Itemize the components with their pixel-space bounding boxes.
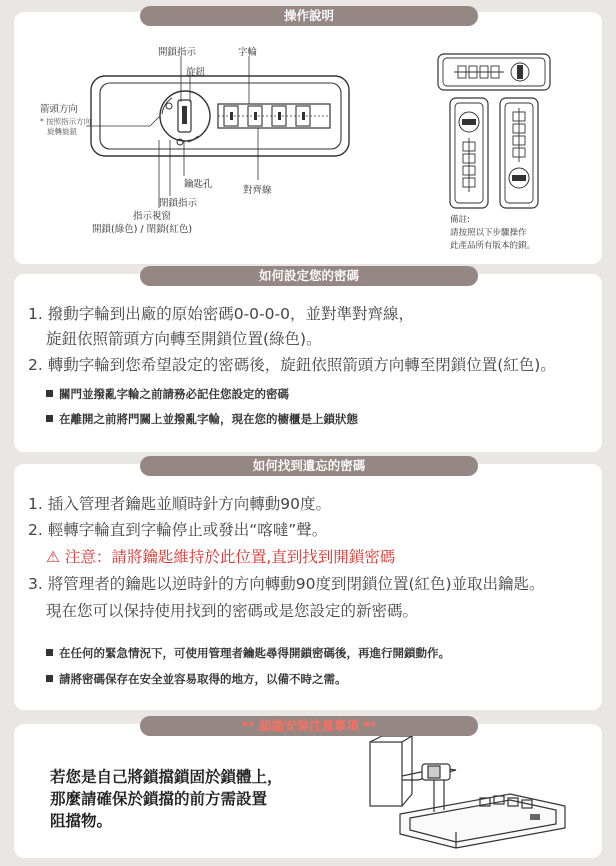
set-step-1-line-1: 1. 撥動字輪到出廠的原始密碼0-0-0-0，並對準對齊線， [28, 305, 414, 323]
label-arrow-direction: 箭頭方向 [40, 104, 79, 115]
remark-title: 備註: [450, 215, 470, 225]
instructions-title: 操作說明 [140, 6, 478, 26]
forgot-note-1 [46, 645, 450, 661]
forgot-password-title: 如何找到遺忘的密碼 [140, 456, 478, 476]
label-key-hole: 鑰匙孔 [184, 179, 213, 190]
label-knob: 旋鈕 [186, 67, 206, 78]
strike-install-title: ** 鎖擋安裝注意事項 ** [140, 716, 478, 736]
bullet-square [46, 649, 53, 656]
bullet-square [46, 390, 53, 397]
set-note-1 [46, 386, 289, 402]
label-dial: 字輪 [238, 47, 258, 58]
set-note-2 [46, 411, 358, 427]
label-arrow-note-1: * 按照指示方向 [40, 117, 92, 126]
forgot-step-3-line-1: 3. 將管理者的鑰匙以逆時針的方向轉動90度到閉鎖位置(紅色)並取出鑰匙。 [28, 575, 545, 593]
forgot-note-2-text: 請將密碼保存在安全並容易取得的地方，以備不時之需。 [59, 672, 347, 686]
forgot-note-2 [46, 671, 347, 687]
bullet-square [46, 675, 53, 682]
strike-text-line-1: 若您是自己將鎖擋鎖固於鎖體上， [50, 768, 283, 786]
label-unlock-indicator: 開鎖指示 [158, 47, 197, 58]
remark-line-2: 此產品所有版本的鎖。 [450, 241, 536, 251]
forgot-warning-text: 注意：請將鑰匙維持於此位置,直到找到開鎖密碼 [64, 548, 396, 566]
label-indicator-window: 指示視窗 [133, 211, 172, 222]
label-arrow-note-2: 旋轉旋鈕 [47, 127, 77, 136]
forgot-step-2: 2. 輕轉字輪直到字輪停止或發出“喀噠”聲。 [28, 521, 328, 539]
set-password-title: 如何設定您的密碼 [140, 266, 478, 286]
label-align-line: 對齊線 [243, 185, 272, 196]
set-note-2-text: 在離開之前將門關上並撥亂字輪，現在您的櫥櫃是上鎖狀態 [59, 412, 358, 426]
warning-icon: ⚠ [46, 548, 60, 566]
forgot-note-1-text: 在任何的緊急情況下，可使用管理者鑰匙尋得開鎖密碼後，再進行開鎖動作。 [59, 646, 450, 660]
forgot-step-1: 1. 插入管理者鑰匙並順時針方向轉動90度。 [28, 495, 331, 513]
label-lock-indicator: 閉鎖指示 [159, 198, 198, 209]
set-note-1-text: 關門並撥亂字輪之前請務必記住您設定的密碼 [59, 387, 289, 401]
set-step-1-line-2: 旋鈕依照箭頭方向轉至開鎖位置(綠色)。 [46, 330, 322, 348]
bullet-square [46, 415, 53, 422]
forgot-step-3-line-2: 現在您可以保持使用找到的密碼或是您設定的新密碼。 [46, 602, 419, 620]
remark-line-1: 請按照以下步驟操作 [450, 228, 527, 238]
strike-text-line-3: 阻擋物。 [50, 812, 113, 830]
label-window-colors: 開鎖(綠色) / 閉鎖(紅色) [92, 224, 193, 235]
forgot-warning [46, 545, 395, 567]
set-step-2: 2. 轉動字輪到您希望設定的密碼後，旋鈕依照箭頭方向轉至閉鎖位置(紅色)。 [28, 356, 556, 374]
strike-install-diagram [360, 736, 585, 854]
strike-text-line-2: 那麼請確保於鎖擋的前方需設置 [50, 790, 268, 808]
lock-versions-diagram [436, 52, 556, 210]
